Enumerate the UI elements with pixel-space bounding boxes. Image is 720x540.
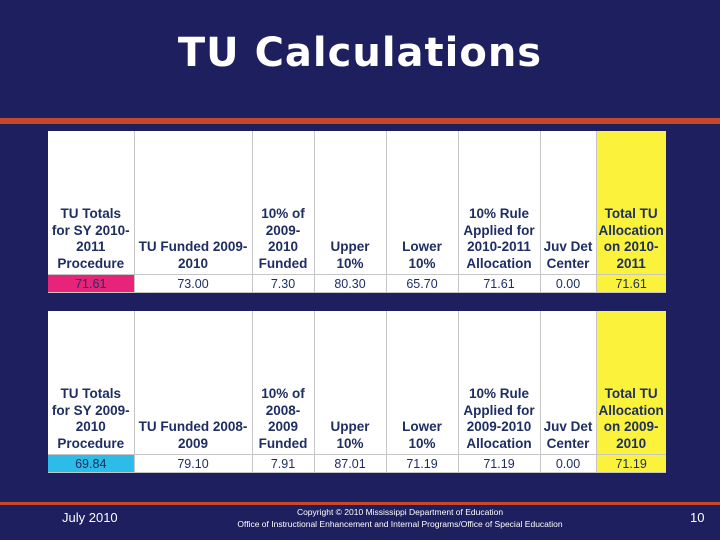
value-total-allocation: 71.61: [596, 275, 666, 293]
value-tu-totals: 71.61: [48, 275, 134, 293]
value-rule-applied: 71.61: [458, 275, 540, 293]
value-total-allocation: 71.19: [596, 455, 666, 473]
header-lower-10: Lower 10%: [386, 131, 458, 275]
value-ten-percent-funded: 7.30: [252, 275, 314, 293]
header-rule-applied: 10% Rule Applied for 2010-2011 Allocation: [458, 131, 540, 275]
bottom-divider: [0, 502, 720, 505]
value-upper-10: 80.30: [314, 275, 386, 293]
table-row: [48, 455, 666, 473]
value-lower-10: 71.19: [386, 455, 458, 473]
value-tu-funded: 79.10: [134, 455, 252, 473]
footer-date: July 2010: [62, 510, 118, 525]
footer-copyright: [200, 506, 600, 530]
top-divider: [0, 118, 720, 124]
table-header-row: [48, 311, 666, 455]
calc-table: [48, 311, 666, 473]
header-total-allocation: Total TU Allocation on 2010-2011: [596, 131, 666, 275]
copyright-line-1: Copyright © 2010 Mississippi Department of Education: [296, 507, 504, 517]
header-tu-funded: TU Funded 2008-2009: [134, 311, 252, 455]
header-total-allocation: Total TU Allocation on 2009-2010: [596, 311, 666, 455]
header-ten-percent-funded: 10% of 2009-2010 Funded: [252, 131, 314, 275]
value-rule-applied: 71.19: [458, 455, 540, 473]
table-header-row: [48, 131, 666, 275]
value-juv-det-center: 0.00: [540, 455, 596, 473]
slide-title: TU Calculations: [177, 30, 543, 76]
copyright-line-2: Office of Instructional Enhancement and Internal Programs/Office of Special Education: [237, 519, 563, 529]
value-tu-funded: 73.00: [134, 275, 252, 293]
header-juv-det-center: Juv Det Center: [540, 131, 596, 275]
table-row: [48, 275, 666, 293]
value-upper-10: 87.01: [314, 455, 386, 473]
page-number: 10: [690, 510, 705, 525]
value-ten-percent-funded: 7.91: [252, 455, 314, 473]
tu-table-2009-2010: [48, 311, 666, 473]
value-tu-totals: 69.84: [48, 455, 134, 473]
header-upper-10: Upper 10%: [314, 131, 386, 275]
value-lower-10: 65.70: [386, 275, 458, 293]
header-rule-applied: 10% Rule Applied for 2009-2010 Allocation: [458, 311, 540, 455]
header-lower-10: Lower 10%: [386, 311, 458, 455]
header-upper-10: Upper 10%: [314, 311, 386, 455]
header-tu-funded: TU Funded 2009-2010: [134, 131, 252, 275]
value-juv-det-center: 0.00: [540, 275, 596, 293]
header-tu-totals: TU Totals for SY 2009-2010 Procedure: [48, 311, 134, 455]
header-juv-det-center: Juv Det Center: [540, 311, 596, 455]
header-tu-totals: TU Totals for SY 2010-2011 Procedure: [48, 131, 134, 275]
calc-table: [48, 131, 666, 293]
tu-table-2010-2011: [48, 131, 666, 293]
header-ten-percent-funded: 10% of 2008-2009 Funded: [252, 311, 314, 455]
